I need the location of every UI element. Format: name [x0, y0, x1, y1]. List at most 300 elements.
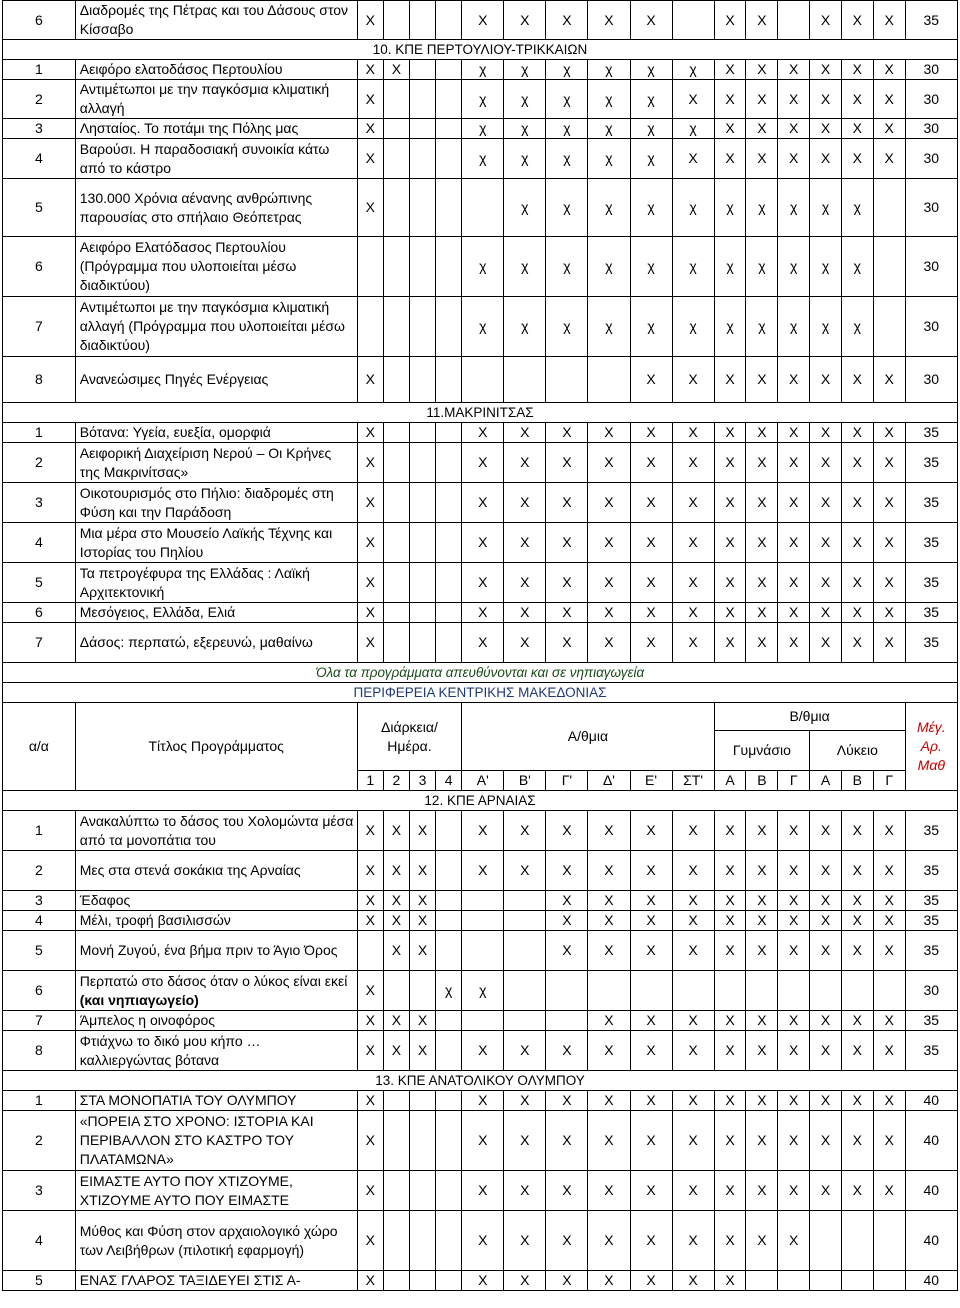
grade-mark [436, 1171, 462, 1211]
row-number: 3 [3, 891, 76, 911]
grade-mark: Χ [714, 931, 746, 971]
grade-mark: Χ [778, 1171, 810, 1211]
grade-mark: Χ [383, 1011, 409, 1031]
grade-mark: Χ [588, 623, 630, 663]
grade-mark: Χ [778, 1011, 810, 1031]
grade-mark: Χ [588, 1211, 630, 1271]
grade-mark: χ [462, 297, 504, 357]
table-row [3, 297, 958, 357]
grade-mark: Χ [504, 1091, 546, 1111]
program-title [75, 811, 357, 851]
grade-mark: Χ [778, 1211, 810, 1271]
grade-mark: Χ [672, 1271, 714, 1291]
grade-mark: Χ [746, 483, 778, 523]
grade-mark: Χ [504, 523, 546, 563]
row-number: 7 [3, 1011, 76, 1031]
grade-mark: χ [546, 297, 588, 357]
grade-mark [409, 603, 435, 623]
grade-mark [841, 971, 873, 1011]
header-aa: α/α [3, 703, 76, 791]
header-col: Γ [778, 771, 810, 791]
grade-mark [409, 1111, 435, 1171]
grade-mark: Χ [873, 1011, 905, 1031]
grade-mark [546, 357, 588, 403]
grade-mark: Χ [462, 483, 504, 523]
table-row [3, 179, 958, 237]
grade-mark [873, 297, 905, 357]
grade-mark [436, 443, 462, 483]
grade-mark [436, 483, 462, 523]
grade-mark: Χ [630, 931, 672, 971]
grade-mark: Χ [778, 911, 810, 931]
grade-mark [462, 931, 504, 971]
max-students: 35 [905, 1011, 957, 1031]
grade-mark: Χ [462, 623, 504, 663]
grade-mark: Χ [357, 623, 383, 663]
section-header-row [3, 403, 958, 423]
header-duration: Διάρκεια/ Ημέρα. [357, 703, 462, 771]
program-title-text: Τα πετρογέφυρα της Ελλάδας : Λαϊκή Αρχιτεκτονική [79, 564, 310, 600]
grade-mark: Χ [630, 1211, 672, 1271]
header-col: Β' [504, 771, 546, 791]
grade-mark: Χ [873, 911, 905, 931]
grade-mark [409, 179, 435, 237]
grade-mark: Χ [841, 811, 873, 851]
grade-mark: Χ [672, 931, 714, 971]
grade-mark: Χ [841, 603, 873, 623]
grade-mark: Χ [714, 483, 746, 523]
header-lyceum: Λύκειο [810, 731, 905, 771]
grade-mark: χ [810, 297, 842, 357]
grade-mark: Χ [383, 811, 409, 851]
grade-mark: χ [778, 237, 810, 297]
row-number: 8 [3, 1031, 76, 1071]
grade-mark: Χ [409, 1031, 435, 1071]
grade-mark: Χ [778, 891, 810, 911]
grade-mark: Χ [504, 1211, 546, 1271]
grade-mark [504, 931, 546, 971]
grade-mark: Χ [630, 423, 672, 443]
grade-mark: χ [746, 237, 778, 297]
grade-mark: Χ [588, 423, 630, 443]
program-title-text: Μονή Ζυγού, ένα βήμα πριν το Άγιο Όρος [79, 942, 338, 958]
grade-mark: Χ [778, 1031, 810, 1071]
grade-mark: Χ [746, 891, 778, 911]
grade-mark: Χ [383, 1031, 409, 1071]
max-students: 35 [905, 563, 957, 603]
grade-mark: Χ [810, 603, 842, 623]
grade-mark: Χ [778, 60, 810, 80]
row-number: 6 [3, 237, 76, 297]
table-row [3, 931, 958, 971]
row-number: 4 [3, 911, 76, 931]
grade-mark: Χ [841, 357, 873, 403]
grade-mark [436, 179, 462, 237]
grade-mark: Χ [810, 891, 842, 911]
grade-mark: Χ [357, 971, 383, 1011]
section-title: 12. ΚΠΕ ΑΡΝΑΙΑΣ [3, 791, 958, 811]
max-students: 35 [905, 931, 957, 971]
grade-mark: Χ [873, 1111, 905, 1171]
table-row [3, 811, 958, 851]
grade-mark: Χ [746, 811, 778, 851]
grade-mark: Χ [714, 811, 746, 851]
grade-mark [383, 603, 409, 623]
program-title-text: Άμπελος η οινοφόρος [79, 1012, 215, 1028]
grade-mark: Χ [810, 1, 842, 40]
grade-mark: Χ [714, 563, 746, 603]
grade-mark: Χ [546, 563, 588, 603]
table-row [3, 1211, 958, 1271]
grade-mark [746, 1271, 778, 1291]
grade-mark: Χ [714, 623, 746, 663]
grade-mark: Χ [810, 1111, 842, 1171]
grade-mark: Χ [841, 60, 873, 80]
table-row [3, 443, 958, 483]
grade-mark: Χ [778, 1111, 810, 1171]
grade-mark: Χ [714, 1111, 746, 1171]
grade-mark [383, 1111, 409, 1171]
program-title-text: Αντιμέτωποι με την παγκόσμια κλιματική αλλαγή [79, 81, 330, 116]
grade-mark: Χ [357, 1, 383, 40]
table-row [3, 891, 958, 911]
header-col: 4 [436, 771, 462, 791]
program-title-note: (και νηπιαγωγείο) [79, 991, 199, 1008]
header-col: 1 [357, 771, 383, 791]
grade-mark: Χ [714, 1171, 746, 1211]
grade-mark: Χ [841, 563, 873, 603]
grade-mark: χ [672, 179, 714, 237]
grade-mark: Χ [588, 811, 630, 851]
grade-mark: Χ [546, 1031, 588, 1071]
table-row [3, 563, 958, 603]
grade-mark [383, 1091, 409, 1111]
grade-mark: χ [546, 80, 588, 119]
grade-mark: Χ [504, 603, 546, 623]
grade-mark [436, 911, 462, 931]
program-title-text: Δάσος: περπατώ, εξερευνώ, μαθαίνω [79, 634, 313, 650]
max-students: 35 [905, 523, 957, 563]
grade-mark: Χ [588, 911, 630, 931]
grade-mark: χ [462, 139, 504, 179]
grade-mark [383, 423, 409, 443]
grade-mark: Χ [672, 623, 714, 663]
max-students: 35 [905, 1, 957, 40]
grade-mark [409, 523, 435, 563]
grade-mark: χ [630, 237, 672, 297]
grade-mark: Χ [462, 1211, 504, 1271]
grade-mark: Χ [810, 851, 842, 891]
grade-mark: χ [504, 139, 546, 179]
grade-mark: Χ [672, 357, 714, 403]
row-number: 6 [3, 603, 76, 623]
grade-mark: Χ [714, 443, 746, 483]
grade-mark: Χ [504, 1031, 546, 1071]
max-students: 30 [905, 119, 957, 139]
grade-mark: Χ [357, 1011, 383, 1031]
grade-mark: Χ [841, 623, 873, 663]
grade-mark: Χ [546, 811, 588, 851]
program-title [75, 523, 357, 563]
grade-mark [436, 891, 462, 911]
grade-mark: Χ [546, 423, 588, 443]
grade-mark: Χ [746, 443, 778, 483]
grade-mark: Χ [357, 119, 383, 139]
grade-mark: Χ [672, 80, 714, 119]
program-title-text: ΣΤΑ ΜΟΝΟΠΑΤΙΑ ΤΟΥ ΟΛΥΜΠΟΥ [79, 1092, 297, 1108]
row-number: 5 [3, 931, 76, 971]
grade-mark: χ [630, 139, 672, 179]
grade-mark [409, 237, 435, 297]
grade-mark: χ [588, 237, 630, 297]
grade-mark: Χ [841, 1111, 873, 1171]
grade-mark: Χ [746, 1011, 778, 1031]
grade-mark: Χ [588, 603, 630, 623]
grade-mark: Χ [546, 1271, 588, 1291]
row-number: 3 [3, 119, 76, 139]
grade-mark [409, 1211, 435, 1271]
program-title-text: Έδαφος [79, 892, 131, 908]
grade-mark: χ [630, 119, 672, 139]
grade-mark [810, 1271, 842, 1291]
grade-mark: Χ [462, 1031, 504, 1071]
grade-mark: Χ [504, 1, 546, 40]
grade-mark: Χ [357, 851, 383, 891]
grade-mark [409, 563, 435, 603]
grade-mark [357, 237, 383, 297]
grade-mark: Χ [810, 1171, 842, 1211]
grade-mark: Χ [841, 931, 873, 971]
grade-mark: Χ [357, 80, 383, 119]
row-number: 4 [3, 523, 76, 563]
grade-mark: Χ [714, 523, 746, 563]
max-students: 35 [905, 483, 957, 523]
section-header-row [3, 791, 958, 811]
grade-mark: Χ [746, 851, 778, 891]
grade-mark: Χ [357, 563, 383, 603]
grade-mark: Χ [873, 1, 905, 40]
grade-mark: Χ [630, 443, 672, 483]
table-row [3, 1171, 958, 1211]
grade-mark: Χ [778, 563, 810, 603]
grade-mark [383, 971, 409, 1011]
header-title: Τίτλος Προγράμματος [75, 703, 357, 791]
grade-mark: Χ [630, 811, 672, 851]
row-number: 3 [3, 1171, 76, 1211]
grade-mark [409, 139, 435, 179]
grade-mark: Χ [778, 603, 810, 623]
grade-mark: Χ [462, 1271, 504, 1291]
grade-mark: Χ [810, 1091, 842, 1111]
grade-mark: Χ [462, 1, 504, 40]
program-title-text: ΕΙΜΑΣΤΕ ΑΥΤΟ ΠΟΥ ΧΤΙΖΟΥΜΕ, ΧΤΙΖΟΥΜΕ ΑΥΤΟ ΠΟΥ ΕΙΜΑΣΤΕ [79, 1172, 293, 1208]
grade-mark: Χ [504, 623, 546, 663]
grade-mark: Χ [357, 811, 383, 851]
max-students: 30 [905, 971, 957, 1011]
header-col: Δ' [588, 771, 630, 791]
grade-mark: Χ [841, 1011, 873, 1031]
grade-mark: Χ [630, 357, 672, 403]
max-students: 40 [905, 1271, 957, 1291]
grade-mark: χ [841, 297, 873, 357]
grade-mark: Χ [462, 443, 504, 483]
grade-mark: Χ [409, 1011, 435, 1031]
program-title-text: Μια μέρα στο Μουσείο Λαϊκής Τέχνης και Ιστορίας του Πηλίου [79, 524, 333, 560]
header-col: 3 [409, 771, 435, 791]
grade-mark: Χ [873, 80, 905, 119]
grade-mark [588, 971, 630, 1011]
grade-mark: χ [462, 60, 504, 80]
grade-mark: χ [504, 237, 546, 297]
table-row [3, 60, 958, 80]
grade-mark: Χ [714, 1211, 746, 1271]
program-title-text: Αντιμέτωποι με την παγκόσμια κλιματική αλλαγή (Πρόγραμμα που υλοποιείται μέσω διαδικτύου) [79, 299, 345, 353]
grade-mark: Χ [588, 523, 630, 563]
grade-mark: Χ [746, 119, 778, 139]
grade-mark: Χ [546, 603, 588, 623]
grade-mark [841, 1211, 873, 1271]
grade-mark: Χ [810, 139, 842, 179]
grade-mark: Χ [873, 443, 905, 483]
grade-mark: Χ [746, 80, 778, 119]
grade-mark [873, 1271, 905, 1291]
row-number: 5 [3, 563, 76, 603]
grade-mark: Χ [778, 483, 810, 523]
grade-mark: Χ [630, 1011, 672, 1031]
grade-mark [873, 179, 905, 237]
max-students: 40 [905, 1171, 957, 1211]
grade-mark: Χ [746, 1091, 778, 1111]
grade-mark: Χ [357, 523, 383, 563]
grade-mark: Χ [873, 357, 905, 403]
program-title [75, 603, 357, 623]
max-students: 40 [905, 1211, 957, 1271]
max-students: 35 [905, 811, 957, 851]
header-col: Α [810, 771, 842, 791]
grade-mark: Χ [672, 1171, 714, 1211]
grade-mark [436, 603, 462, 623]
grade-mark: Χ [588, 1111, 630, 1171]
grade-mark: Χ [672, 1011, 714, 1031]
program-title-text: Αειφόρο ελατοδάσος Περτουλίου [79, 61, 283, 77]
grade-mark: χ [588, 179, 630, 237]
grade-mark: Χ [873, 563, 905, 603]
row-number: 3 [3, 483, 76, 523]
grade-mark: Χ [357, 911, 383, 931]
grade-mark: Χ [546, 623, 588, 663]
grade-mark [504, 891, 546, 911]
grade-mark: Χ [810, 811, 842, 851]
grade-mark: Χ [357, 443, 383, 483]
grade-mark: Χ [778, 523, 810, 563]
grade-mark: Χ [873, 1171, 905, 1211]
grade-mark: Χ [462, 811, 504, 851]
grade-mark [672, 971, 714, 1011]
grade-mark: Χ [588, 1031, 630, 1071]
grade-mark: Χ [504, 1271, 546, 1291]
grade-mark: Χ [672, 911, 714, 931]
program-title [75, 443, 357, 483]
table-row [3, 357, 958, 403]
grade-mark [462, 357, 504, 403]
program-title [75, 1011, 357, 1031]
max-students: 30 [905, 237, 957, 297]
grade-mark: Χ [746, 139, 778, 179]
program-title-text: «ΠΟΡΕΙΑ ΣΤΟ ΧΡΟΝΟ: ΙΣΤΟΡΙΑ ΚΑΙ ΠΕΡΙΒΑΛΛΟΝ ΣΤΟ ΚΑΣΤΡΟ ΤΟΥ ΠΛΑΤΑΜΩΝΑ» [79, 1113, 314, 1167]
header-secondary: Β/θμια [714, 703, 905, 731]
grade-mark: χ [672, 60, 714, 80]
row-number: 2 [3, 80, 76, 119]
grade-mark: Χ [672, 423, 714, 443]
grade-mark [504, 911, 546, 931]
grade-mark [873, 971, 905, 1011]
max-students: 35 [905, 1031, 957, 1071]
grade-mark: Χ [357, 1091, 383, 1111]
section-header-row [3, 40, 958, 60]
grade-mark: Χ [873, 623, 905, 663]
program-title-text: Φτιάχνω το δικό μου κήπο … καλλιεργώντας βότανα [79, 1032, 261, 1068]
grade-mark: Χ [810, 443, 842, 483]
table-row [3, 119, 958, 139]
grade-mark: χ [546, 237, 588, 297]
table-row [3, 139, 958, 179]
grade-mark: Χ [672, 891, 714, 911]
grade-mark: Χ [778, 423, 810, 443]
program-title-text: Μύθος και Φύση στον αρχαιολογικό χώρο των Λειβήθρων (πιλοτική εφαρμογή) [79, 1222, 338, 1258]
grade-mark: Χ [383, 851, 409, 891]
grade-mark: Χ [630, 623, 672, 663]
table-row [3, 237, 958, 297]
grade-mark: Χ [630, 1031, 672, 1071]
grade-mark: χ [504, 297, 546, 357]
grade-mark: Χ [546, 1, 588, 40]
grade-mark: Χ [546, 523, 588, 563]
grade-mark: Χ [810, 60, 842, 80]
grade-mark: Χ [746, 931, 778, 971]
program-title [75, 1111, 357, 1171]
grade-mark: Χ [504, 443, 546, 483]
program-title-text: 130.000 Χρόνια αένανης ανθρώπινης παρουσίας στο σπήλαιο Θεόπετρας [79, 189, 313, 225]
grade-mark: Χ [810, 523, 842, 563]
grade-mark: Χ [714, 139, 746, 179]
program-title-text: Βότανα: Υγεία, ευεξία, ομορφιά [79, 424, 271, 440]
grade-mark [436, 237, 462, 297]
grade-mark: Χ [588, 483, 630, 523]
grade-mark: Χ [841, 423, 873, 443]
grade-mark: Χ [672, 523, 714, 563]
grade-mark [546, 971, 588, 1011]
grade-mark: Χ [383, 891, 409, 911]
max-students: 35 [905, 423, 957, 443]
grade-mark: Χ [746, 1171, 778, 1211]
program-title-text: Μεσόγειος, Ελλάδα, Ελιά [79, 604, 236, 620]
grade-mark [436, 1031, 462, 1071]
grade-mark [383, 297, 409, 357]
row-number: 1 [3, 423, 76, 443]
program-title [75, 423, 357, 443]
grade-mark: Χ [357, 1271, 383, 1291]
max-students: 35 [905, 603, 957, 623]
header-col: Γ' [546, 771, 588, 791]
grade-mark [383, 357, 409, 403]
row-number: 5 [3, 179, 76, 237]
grade-mark: Χ [746, 60, 778, 80]
grade-mark: χ [630, 60, 672, 80]
row-number: 4 [3, 139, 76, 179]
grade-mark [841, 1271, 873, 1291]
header-primary: Α/θμια [462, 703, 714, 771]
grade-mark: Χ [504, 483, 546, 523]
